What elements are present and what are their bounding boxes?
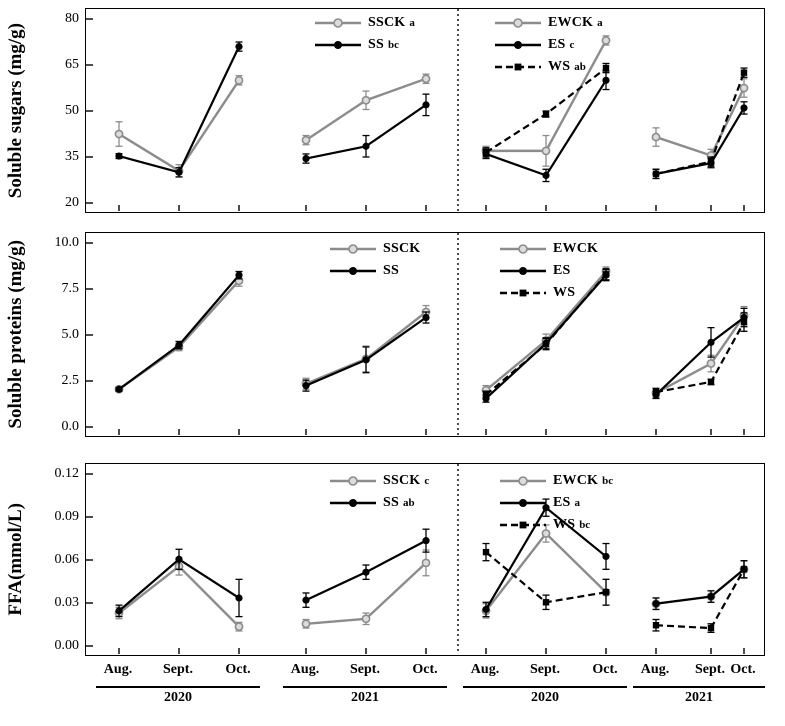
- legend-swatch: [495, 38, 541, 52]
- legend-significance: c: [424, 474, 430, 487]
- y-tick-label: 5.0: [61, 326, 79, 342]
- legend-label: EWCK: [548, 14, 594, 30]
- legend-label: ES: [553, 494, 571, 510]
- legend-swatch: [500, 286, 546, 300]
- y-tick-label: 0.00: [54, 637, 79, 653]
- panel2-plot: [86, 233, 763, 435]
- legend-item-ss: [315, 36, 415, 53]
- year-group-label: 2021: [685, 690, 713, 705]
- y-tick-label: 65: [65, 56, 79, 72]
- legend-item-es: [500, 494, 613, 511]
- legend-label: WS: [553, 284, 576, 300]
- series-line-ssck: [119, 80, 239, 170]
- legend-label: EWCK: [553, 240, 599, 256]
- legend-swatch: [330, 496, 376, 510]
- year-group-rule: [283, 686, 447, 688]
- y-tick-label: 7.5: [61, 280, 79, 296]
- legend-label: SSCK: [383, 240, 421, 256]
- legend-swatch: [330, 474, 376, 488]
- legend-swatch: [330, 264, 376, 278]
- x-tick-label: Oct.: [225, 662, 251, 677]
- legend-item-ssck: [330, 240, 420, 257]
- x-tick-label: Sept.: [163, 662, 193, 677]
- panel-soluble-proteins: [85, 232, 765, 437]
- x-tick-label: Sept.: [530, 662, 560, 677]
- legend-block: [495, 14, 603, 80]
- legend-item-ws: [500, 284, 598, 301]
- year-group-rule: [96, 686, 260, 688]
- legend-significance: bc: [579, 518, 591, 531]
- legend-significance: c: [569, 38, 575, 51]
- legend-label: SS: [383, 262, 399, 278]
- legend-item-ewck: [495, 14, 603, 31]
- panel1-plot: [86, 9, 763, 211]
- legend-label: ES: [553, 262, 571, 278]
- legend-swatch: [315, 38, 361, 52]
- legend-block: [330, 472, 429, 516]
- legend-significance: a: [409, 16, 415, 29]
- legend-swatch: [500, 518, 546, 532]
- legend-block: [330, 240, 420, 284]
- y-tick-label: 10.0: [54, 234, 79, 250]
- y-tick-label: 35: [65, 148, 79, 164]
- legend-swatch: [500, 474, 546, 488]
- legend-label: WS: [553, 516, 576, 532]
- y-tick-label: 0.03: [54, 594, 79, 610]
- legend-item-ws: [500, 516, 613, 533]
- year-group-label: 2020: [164, 690, 192, 705]
- legend-item-ewck: [500, 240, 598, 257]
- year-group-label: 2021: [351, 690, 379, 705]
- legend-item-ssck: [315, 14, 415, 31]
- y-tick-label: 2.5: [61, 372, 79, 388]
- panel2-y-axis-label: [2, 232, 30, 437]
- x-tick-label: Aug.: [103, 662, 133, 677]
- legend-significance: a: [597, 16, 603, 29]
- legend-swatch: [500, 242, 546, 256]
- legend-block: [315, 14, 415, 58]
- legend-block: [500, 240, 598, 306]
- legend-item-ws: [495, 58, 603, 75]
- legend-label: EWCK: [553, 472, 599, 488]
- x-tick-label: Aug.: [470, 662, 500, 677]
- series-line-es: [656, 569, 744, 603]
- legend-swatch: [330, 242, 376, 256]
- legend-label: SS: [383, 494, 399, 510]
- panel1-y-axis-label: [2, 8, 30, 213]
- legend-item-ewck: [500, 472, 613, 489]
- panel2-y-axis-label-text: Soluble proteins (mg/g): [5, 240, 26, 429]
- legend-item-ss: [330, 262, 420, 279]
- panel3-y-axis-label-text: FFA(mmol/L): [5, 503, 26, 616]
- y-tick-label: 0.09: [54, 508, 79, 524]
- x-tick-label: Oct.: [412, 662, 438, 677]
- legend-significance: bc: [602, 474, 614, 487]
- legend-swatch: [500, 264, 546, 278]
- panel3-y-axis-label: [2, 463, 30, 656]
- x-tick-label: Aug.: [290, 662, 320, 677]
- year-group-rule: [633, 686, 765, 688]
- legend-significance: bc: [387, 38, 399, 51]
- series-line-ss: [119, 275, 239, 389]
- year-group-label: 2020: [531, 690, 559, 705]
- panel1-y-axis-label-text: Soluble sugars (mg/g): [5, 22, 26, 199]
- legend-swatch: [500, 496, 546, 510]
- panel-soluble-sugars: [85, 8, 765, 213]
- legend-item-es: [500, 262, 598, 279]
- legend-item-es: [495, 36, 603, 53]
- y-tick-label: 20: [65, 194, 79, 210]
- series-line-ws: [656, 73, 744, 174]
- x-tick-label: Aug.: [640, 662, 670, 677]
- year-group-rule: [463, 686, 627, 688]
- y-tick-label: 0.06: [54, 551, 79, 567]
- x-tick-label: Sept.: [695, 662, 725, 677]
- legend-label: ES: [548, 36, 566, 52]
- legend-swatch: [315, 16, 361, 30]
- x-tick-label: Oct.: [730, 662, 756, 677]
- legend-label: SSCK: [383, 472, 421, 488]
- x-tick-label: Oct.: [592, 662, 618, 677]
- legend-significance: a: [574, 496, 581, 509]
- legend-item-ssck: [330, 472, 429, 489]
- legend-significance: ab: [402, 496, 415, 509]
- x-tick-label: Sept.: [350, 662, 380, 677]
- legend-swatch: [495, 16, 541, 30]
- legend-label: SSCK: [368, 14, 406, 30]
- legend-block: [500, 472, 613, 538]
- y-tick-label: 0.12: [54, 465, 79, 481]
- y-tick-label: 80: [65, 10, 79, 26]
- legend-label: WS: [548, 58, 571, 74]
- series-line-ewck: [656, 88, 744, 155]
- legend-label: SS: [368, 36, 384, 52]
- y-tick-label: 50: [65, 102, 79, 118]
- legend-swatch: [495, 60, 541, 74]
- legend-item-ss: [330, 494, 429, 511]
- y-tick-label: 0.0: [61, 418, 79, 434]
- legend-significance: ab: [574, 60, 586, 73]
